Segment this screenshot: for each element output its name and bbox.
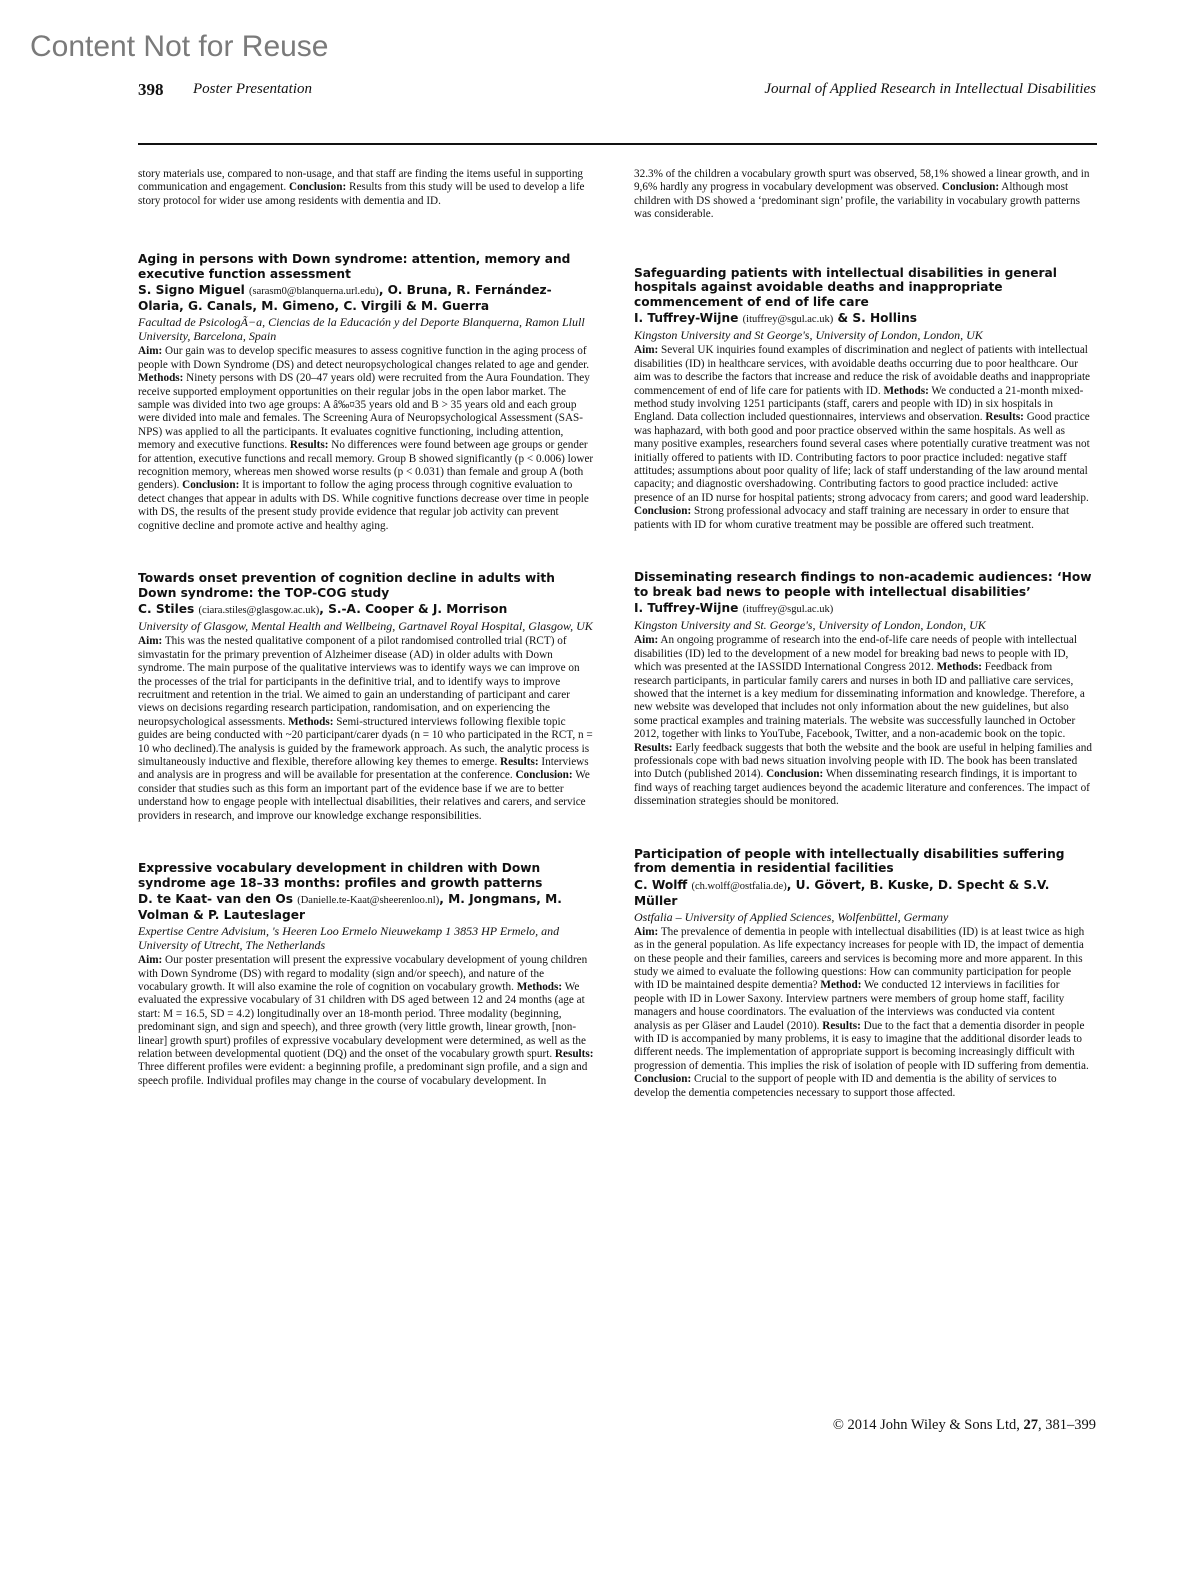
abstract-authors: D. te Kaat- van den Os (Danielle.te-Kaat@sheerenloo.nl), M. Jongmans, M. Volman & P. Lauteslager [138,892,562,923]
abstract-title: Expressive vocabulary development in children with Down syndrome age 18–33 months: profiles and growth patterns [138,860,543,890]
abstract-affiliation: Kingston University and St. George's, University of London, London, UK [634,618,986,633]
journal-name: Journal of Applied Research in Intellectual Disabilities [764,81,1096,97]
running-head [138,80,1096,104]
abstract-title: Participation of people with intellectually disabilities suffering from dementia in residential facilities [634,846,1065,876]
copyright-footer: © 2014 John Wiley & Sons Ltd, 27, 381–399 [832,1417,1096,1433]
abstract [138,571,596,823]
page-number: 398 [138,80,164,99]
abstract-body: Aim: Our gain was to develop specific measures to assess cognitive function in the aging process of people with Down Syndrome (DS) and detect neuropsychological changes related to age and gender. Methods: Ninety persons with DS (20–47 years old) were recruited from the Aura Foundation. They receive supported employment opportunities on their regular jobs in the open labor market. The sample was divided into two age groups: A â‰¤35 years old and B > 35 years old and each group were divided into male and females. The Screening Aura of Neuropsychological Assessment (SAS-NPS) was applied to all the participants. It evaluates cognitive functioning, including attention, memory and executive functions. Results: No differences were found between age groups or gender for attention, executive functions and recall memory. Group B showed significantly (p < 0.006) lower recognition memory, whereas men showed worse results (p < 0.031) than female and group A (both genders). Conclusion: It is important to follow the aging process through cognitive evaluation to detect changes that appear in adults with DS. While cognitive functions decrease over time in people with DS, the results of the present study provide evidence that regular job activity can prevent cognitive decline and promote active and healthy aging. [138,345,594,532]
abstract-body: Aim: An ongoing programme of research into the end-of-life care needs of people with intellectual disabilities (ID) led to the development of a new model for breaking bad news to people with ID, which was presented at the IASSIDD International Congress 2012. Methods: Feedback from research participants, in particular family carers and nurses in both ID and palliative care services, showed that the internet is a key medium for disseminating information and knowledge. Therefore, a new website was developed that includes not only information about the new guidelines, but also some practical examples and training materials. The website was successfully launched in October 2012, together with links to YouTube, Facebook, Twitter, and a non-academic book on the topic. Results: Early feedback suggests that both the website and the book are useful in helping families and professionals cope with bad news situation involving people with ID. The book has been translated into Dutch (published 2014). Conclusion: When disseminating research findings, it is important to find ways of reaching target audiences beyond the academic literature and conferences. The impact of dissemination strategies should be monitored. [634,634,1092,808]
section-name: Poster Presentation [193,81,313,97]
header-rule [138,143,1097,145]
abstract-authors: C. Wolff (ch.wolff@ostfalia.de), U. Gövert, B. Kuske, D. Specht & S.V. Müller [634,877,1050,908]
abstract-title: Disseminating research findings to non-academic audiences: ‘How to break bad news to people with intellectual disabilities’ [634,570,1092,599]
abstract [634,266,1092,532]
watermark: Content Not for Reuse [30,30,329,63]
abstract-body: Aim: The prevalence of dementia in people with intellectual disabilities (ID) is at least twice as high as in the general population. As life expectancy increases for people with ID, the impact of dementia on these people and their families, careers and services is becoming more and more apparent. In this study we aimed to evaluate the following questions: How can community participation for people with ID be maintained despite dementia? Method: We conducted 12 interviews in facilities for people with ID in Lower Saxony. Interview partners were members of group home staff, facility managers and house coordinators. The evaluation of the interviews was conducted via content analysis as per Gläser and Laudel (2010). Results: Due to the fact that a dementia disorder in people with ID is accompanied by many problems, it is easy to imagine that the additional disorder leads to different needs. The implementation of appropriate support is becoming increasingly difficult with progression of dementia. This implies the risk of isolation of people with ID suffering from dementia. Conclusion: Crucial to the support of people with ID and dementia is the ability of services to develop the dementia competencies necessary to support those affected. [634,925,1089,1099]
abstract-body: Aim: This was the nested qualitative component of a pilot randomised controlled trial (RCT) of simvastatin for the primary prevention of Alzheimer disease (AD) in older adults with Down syndrome. The main purpose of the qualitative interviews was to identify ways we can improve on the processes of the trial for participants in the definitive trial, and to identify ways to improve recruitment and retention in the trial. We aimed to gain an understanding of participant and carer views on decisions regarding research participation, randomisation, and on experiencing the neuropsychological assessments. Methods: Semi-structured interviews following flexible topic guides are being conducted with ~20 participant/carer dyads (n = 10 who participated in the RCT, n = 10 who declined).The analysis is guided by the framework approach. As such, the analytic process is simultaneously inductive and flexible, therefore allowing key themes to emerge. Results: Interviews and analysis are in progress and will be available for presentation at the conference. Conclusion: We consider that studies such as this form an important part of the evidence base if we are to better understand how to engage people with intellectual disabilities, their relatives and carers, and service providers in research, and improve our knowledge exchange responsibilities. [138,635,593,822]
abstract-affiliation: Expertise Centre Advisium, 's Heeren Loo Ermelo Nieuwekamp 1 3853 HP Ermelo, and University of Utrecht, The Netherlands [138,924,560,953]
abstract-authors: S. Signo Miguel (sarasm0@blanquerna.url.edu), O. Bruna, R. Fernández-Olaria, G. Canals, M. Gimeno, C. Virgili & M. Guerra [138,283,552,314]
abstract [634,847,1092,1100]
abstract-title: Aging in persons with Down syndrome: attention, memory and executive function assessment [138,252,571,281]
abstract-body: Aim: Several UK inquiries found examples of discrimination and neglect of patients with intellectual disabilities (ID) in healthcare services, with avoidable deaths occurring due to poor healthcare. Our aim was to describe the factors that increase and reduce the risk of avoidable deaths and inappropriate commencement of end of life care for patients with ID. Methods: We conducted a 21-month mixed-method study involving 1251 participants (staff, carers and people with ID) in six hospitals in England. Data collection included questionnaires, interviews and observation. Results: Good practice was haphazard, with both good and poor practice observed within the same hospitals. As well as many positive examples, researchers found several cases where potentially curative treatment was not initially offered to patients with ID. Contributing factors to poor practice included: negative staff attitudes; assumptions about poor quality of life; lack of staff understanding of the law around mental capacity; and diagnostic overshadowing. Contributing factors to good practice included: active presence of an ID nurse for hospital patients; strong advocacy from carers; and good ward leadership. Conclusion: Strong professional advocacy and staff training are necessary in order to ensure that patients with ID for whom curative treatment may be possible are offered such treatment. [634,344,1091,531]
right-column [634,168,1092,1138]
left-column [138,168,596,1126]
abstract [138,252,596,533]
abstract-body: Aim: Our poster presentation will present the expressive vocabulary development of young children with Down Syndrome (DS) with regard to modality (sign and/or speech), and nature of the vocabulary growth. It will also examine the role of cognition on vocabulary growth. Methods: We evaluated the expressive vocabulary of 31 children with DS aged between 12 and 24 months (age at start: M = 16.5, SD = 4.2) longitudinally over an 18-month period. Three modality (beginning, predominant sign, and sign and speech), and three growth (very little growth, linear growth, [non-linear] growth spurt) profiles of expressive vocabulary development were determined, as well as the relation between developmental quotient (DQ) and the onset of the vocabulary growth spurt. Results: Three different profiles were evident: a beginning profile, a predominant sign profile, and a sign and speech profile. Individual profiles may change in the course of vocabulary development. In [138,954,594,1087]
continuation-text: 32.3% of the children a vocabulary growth spurt was observed, 58,1% showed a linear growth, and in 9,6% hardly any progress in vocabulary development was observed. Conclusion: Although most children with DS showed a ‘predominant sign’ profile, the variability in vocabulary growth patterns was considerable. [634,168,1090,221]
abstract-affiliation: Facultad de PsicologÃ−a, Ciencias de la Educación y del Deporte Blanquerna, Ramon Llull University, Barcelona, Spain [138,315,585,344]
abstract-authors: I. Tuffrey-Wijne (ituffrey@sgul.ac.uk) [634,601,834,616]
abstract-authors: I. Tuffrey-Wijne (ituffrey@sgul.ac.uk) & S. Hollins [634,311,918,326]
abstract-affiliation: Ostfalia – University of Applied Sciences, Wolfenbüttel, Germany [634,909,949,924]
abstract-affiliation: University of Glasgow, Mental Health and Wellbeing, Gartnavel Royal Hospital, Glasgow, UK [138,619,593,634]
abstract [634,570,1092,808]
abstract [138,861,596,1088]
abstract-title: Safeguarding patients with intellectual disabilities in general hospitals against avoidable deaths and inappropriate commencement of end of life care [634,265,1057,309]
abstract-authors: C. Stiles (ciara.stiles@glasgow.ac.uk), S.-A. Cooper & J. Morrison [138,602,508,617]
abstract-title: Towards onset prevention of cognition decline in adults with Down syndrome: the TOP-COG study [138,571,555,600]
abstract-affiliation: Kingston University and St George's, University of London, London, UK [634,328,983,343]
continuation-text: story materials use, compared to non-usage, and that staff are finding the items useful in supporting communication and engagement. Conclusion: Results from this study will be used to develop a life story protocol for wider use among residents with dementia and ID. [138,168,585,207]
